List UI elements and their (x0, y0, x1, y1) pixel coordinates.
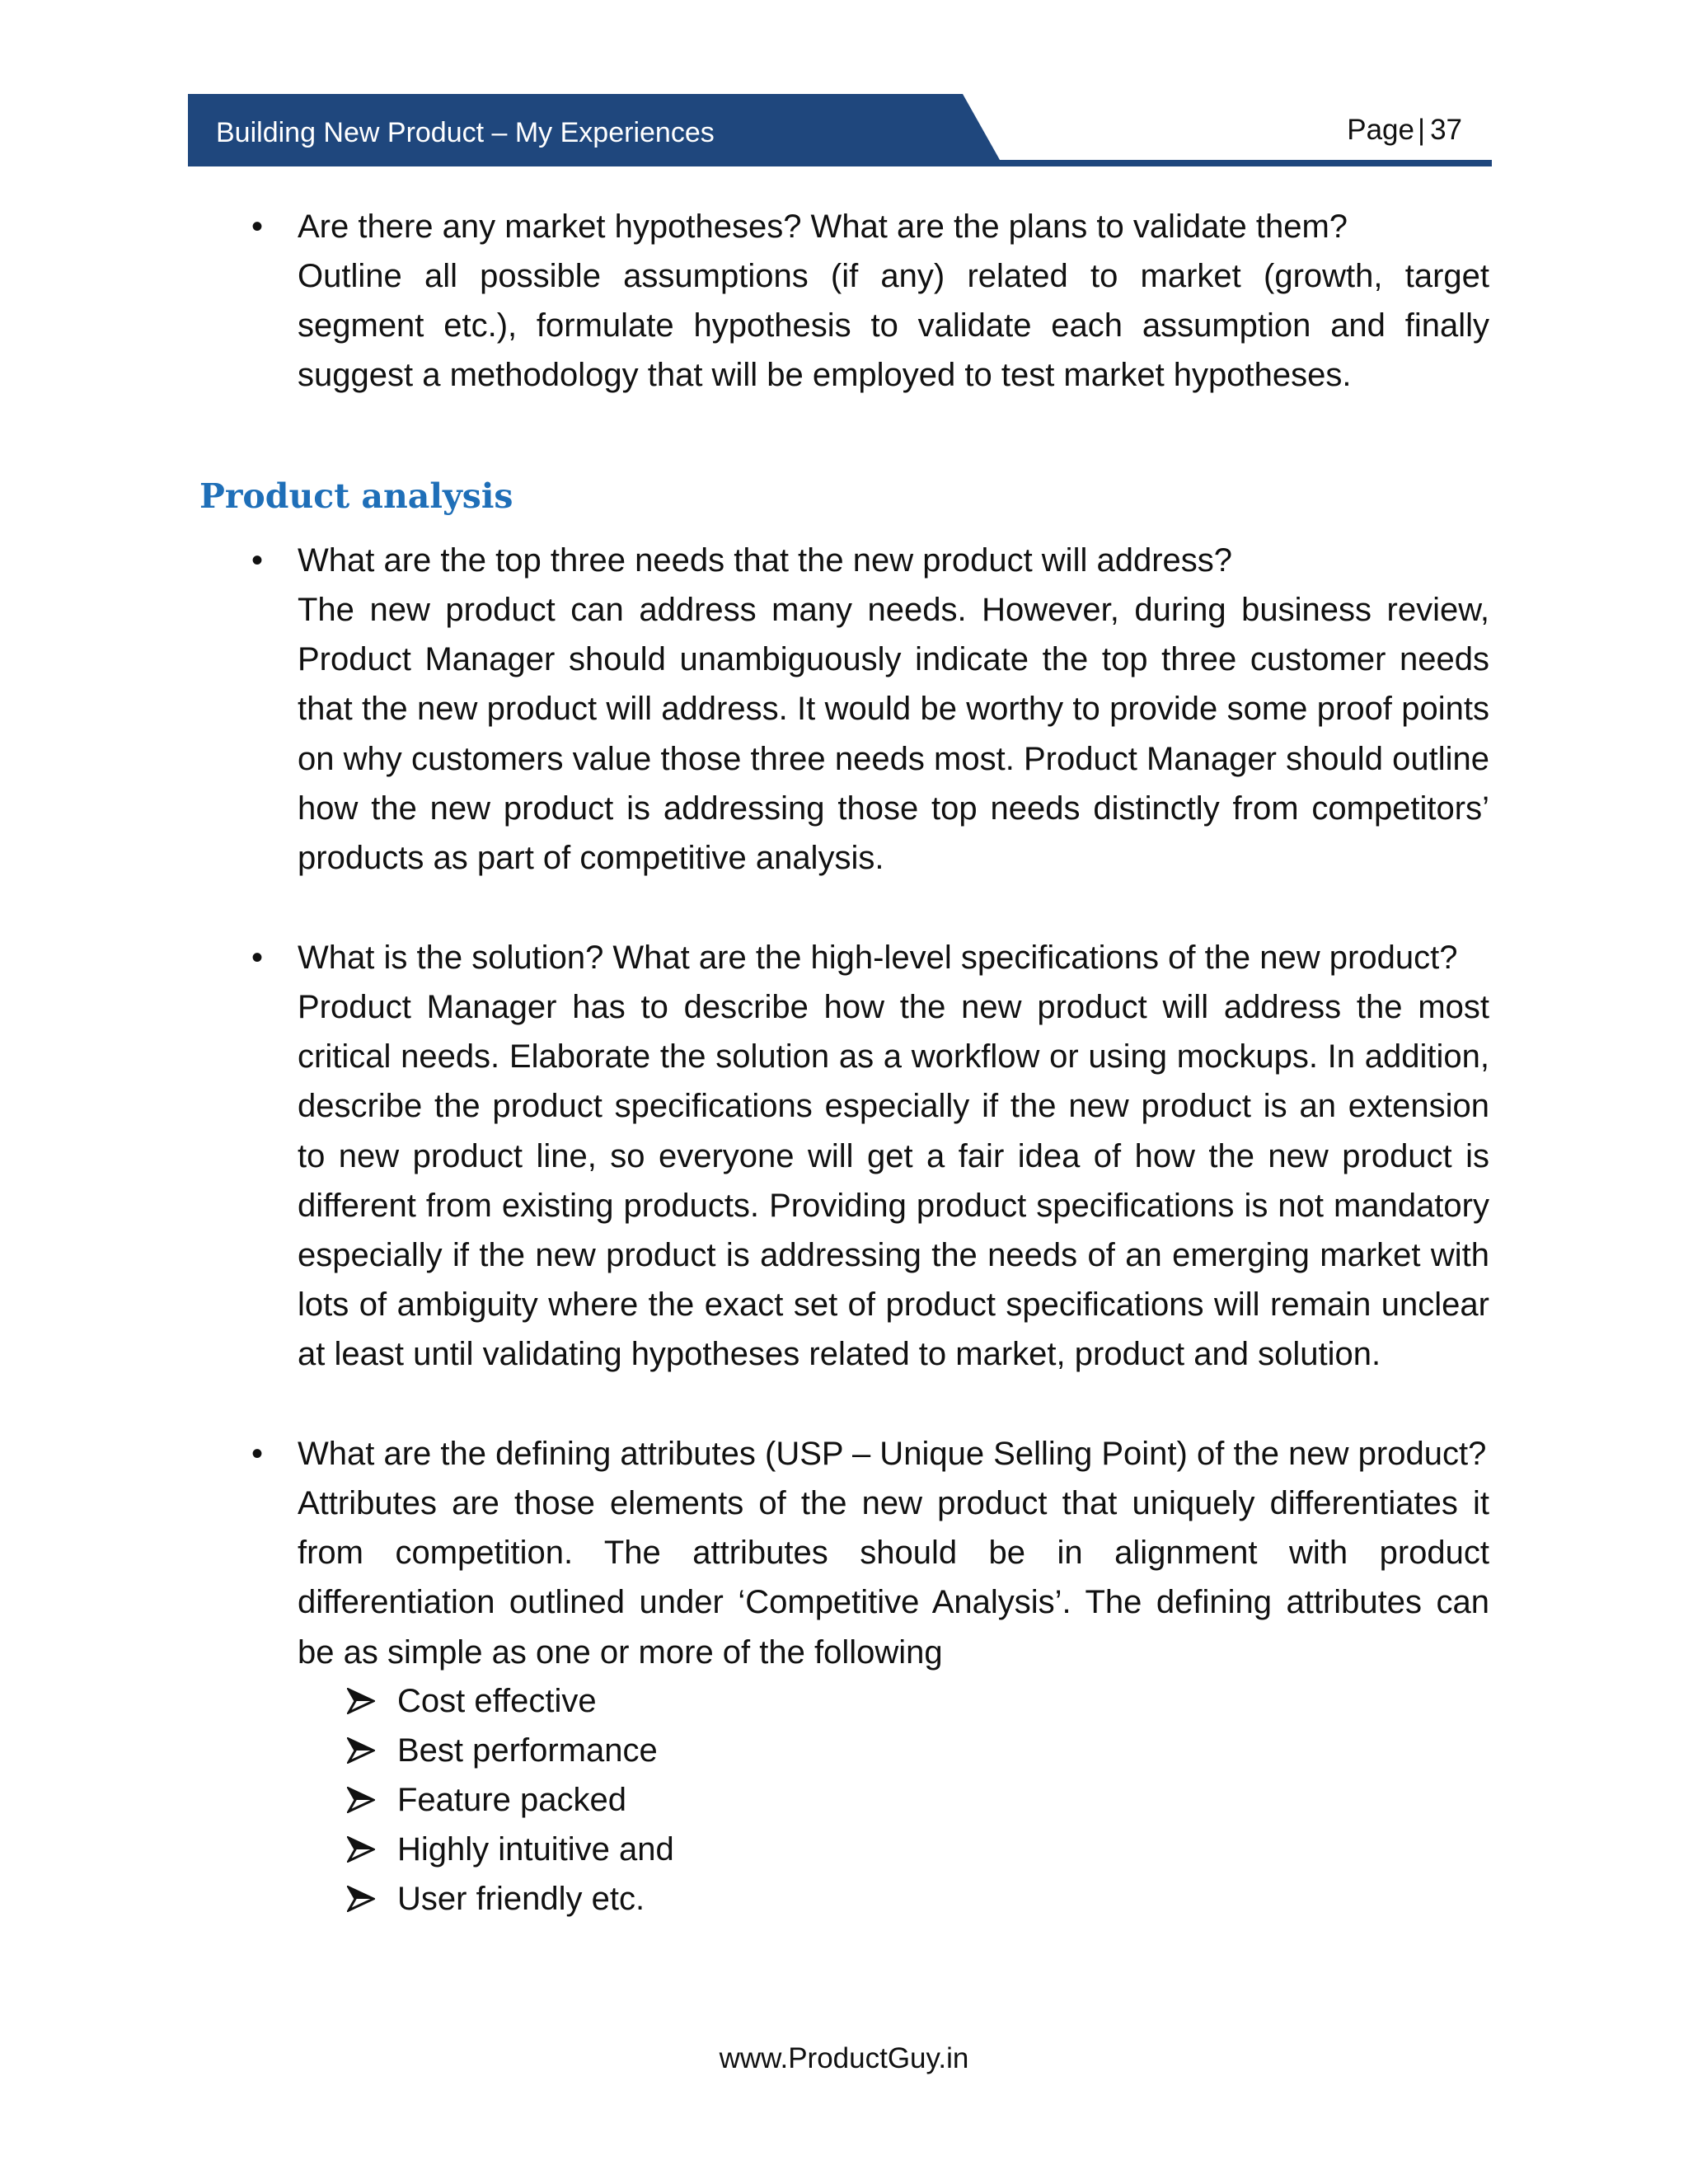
bullet-question: Are there any market hypotheses? What are the plans to validate them? (298, 209, 1348, 245)
product-analysis-bullet-solution (251, 933, 1489, 1380)
section-heading: Product analysis (199, 476, 513, 516)
bullet-body: Product Manager has to describe how the new product will address the most critical needs. Elaborate the solution as a workflow or using mockups. In addition, describe the product specifications especially if the new product is an extension to new product line, so everyone will get a fair idea of how the new product is different from existing products. Providing product specifications is not mandatory especially if the new product is addressing the needs of an emerging market with lots of ambiguity where the exact set of product specifications will remain unclear at least until validating hypotheses related to market, product and solution. (298, 989, 1489, 1373)
bullet-dot: • (251, 209, 264, 245)
bullet-dot: • (251, 940, 264, 976)
page-label: Page (1347, 114, 1414, 146)
bullet-body: The new product can address many needs. However, during business review, Product Manager should unambiguously indicate the top three customer needs that the new product will address. It would be worthy to provide some proof points on why customers value those three needs most. Product Manager should outline how the new product is addressing those top needs distinctly from competitors’ products as part of competitive analysis. (298, 592, 1489, 877)
list-item-label: Best performance (397, 1732, 658, 1769)
arrow-bullet-icon (347, 1787, 375, 1813)
list-item-label: Highly intuitive and (397, 1831, 674, 1868)
bullet-question: What is the solution? What are the high-level specifications of the new product? (298, 940, 1458, 976)
bullet-question: What are the defining attributes (USP – Unique Selling Point) of the new product? (298, 1436, 1487, 1472)
page-separator: | (1417, 114, 1426, 146)
header-title: Building New Product – My Experiences (216, 117, 715, 148)
footer-url: www.ProductGuy.in (719, 2042, 969, 2074)
arrow-bullet-icon (347, 1836, 375, 1863)
arrow-bullet-icon (347, 1688, 375, 1714)
list-item-label: Cost effective (397, 1683, 597, 1719)
list-item-label: Feature packed (397, 1782, 626, 1818)
list-item-label: User friendly etc. (397, 1881, 645, 1917)
product-analysis-bullet-attributes (251, 1429, 1489, 1677)
arrow-bullet-icon (347, 1886, 375, 1912)
product-analysis-bullet-needs (251, 536, 1489, 883)
bullet-body: Outline all possible assumptions (if any) related to market (growth, target segment etc.), formulate hypothesis to validate each assumption and finally suggest a methodology that will be employed to test market hypotheses. (298, 258, 1489, 394)
bullet-dot: • (251, 542, 264, 579)
page-number-value: 37 (1430, 114, 1462, 146)
bullet-body: Attributes are those elements of the new product that uniquely differentiates it from competition. The attributes should be in alignment with product differentiation outlined under ‘Competitive Analysis’. The defining attributes can be as simple as one or more of the following (298, 1485, 1489, 1671)
intro-bullet (251, 202, 1489, 401)
page-header (188, 94, 1492, 166)
bullet-question: What are the top three needs that the new product will address? (298, 542, 1233, 579)
bullet-dot: • (251, 1436, 264, 1472)
arrow-bullet-icon (347, 1737, 375, 1764)
page-number (1347, 114, 1462, 147)
